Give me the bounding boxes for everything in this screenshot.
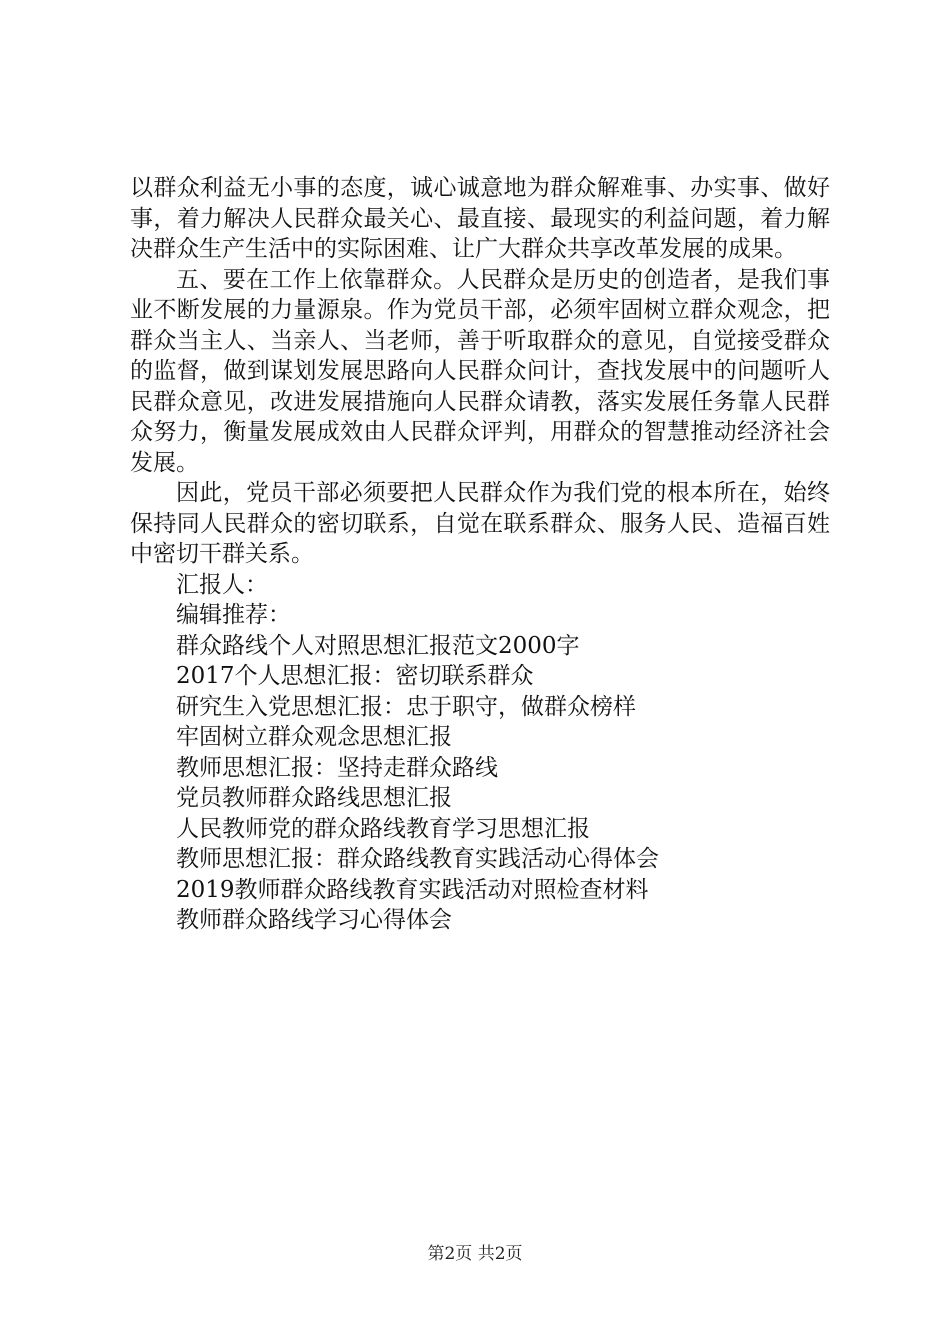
recommendation-link[interactable]: 牢固树立群众观念思想汇报 — [176, 724, 452, 750]
page-number: 第2页 共2页 — [427, 1244, 523, 1264]
recommendation-link[interactable]: 2019教师群众路线教育实践活动对照检查材料 — [176, 876, 649, 903]
recommendation-link[interactable]: 人民教师党的群众路线教育学习思想汇报 — [176, 815, 590, 842]
recommendation-list — [130, 631, 830, 936]
recommendation-link[interactable]: 2017个人思想汇报：密切联系群众 — [176, 663, 534, 689]
recommendation-link[interactable]: 研究生入党思想汇报：忠于职守，做群众榜样 — [176, 693, 636, 720]
recommend-label: 编辑推荐： — [176, 602, 291, 628]
recommendation-link[interactable]: 党员教师群众路线思想汇报 — [176, 785, 452, 811]
page-footer — [0, 1243, 950, 1265]
recommendation-link[interactable]: 教师思想汇报：群众路线教育实践活动心得体会 — [176, 846, 659, 872]
recommendation-link[interactable]: 教师思想汇报：坚持走群众路线 — [176, 754, 498, 781]
reporter-label: 汇报人： — [176, 571, 268, 598]
recommendation-link[interactable]: 教师群众路线学习心得体会 — [176, 907, 452, 933]
paragraph-point-five: 五、要在工作上依靠群众。人民群众是历史的创造者，是我们事业不断发展的力量源泉。作为党员干部，必须牢固树立群众观念，把群众当主人、当亲人、当老师，善于听取群众的意见，自觉接受群众的监督，做到谋划发展思路向人民群众问计，查找发展中的问题听人民群众意见，改进发展措施向人民群众请教，落实发展任务靠人民群众努力，衡量发展成效由人民群众评判，用群众的智慧推动经济社会发展。 — [130, 266, 830, 476]
paragraph-continuation: 以群众利益无小事的态度，诚心诚意地为群众解难事、办实事、做好事，着力解决人民群众最关心、最直接、最现实的利益问题，着力解决群众生产生活中的实际困难、让广大群众共享改革发展的成果。 — [130, 175, 830, 262]
recommendation-link[interactable]: 群众路线个人对照思想汇报范文2000字 — [176, 632, 580, 659]
paragraph-conclusion: 因此，党员干部必须要把人民群众作为我们党的根本所在，始终保持同人民群众的密切联系，自觉在联系群众、服务人民、造福百姓中密切干群关系。 — [130, 480, 830, 567]
document-body — [130, 173, 830, 936]
